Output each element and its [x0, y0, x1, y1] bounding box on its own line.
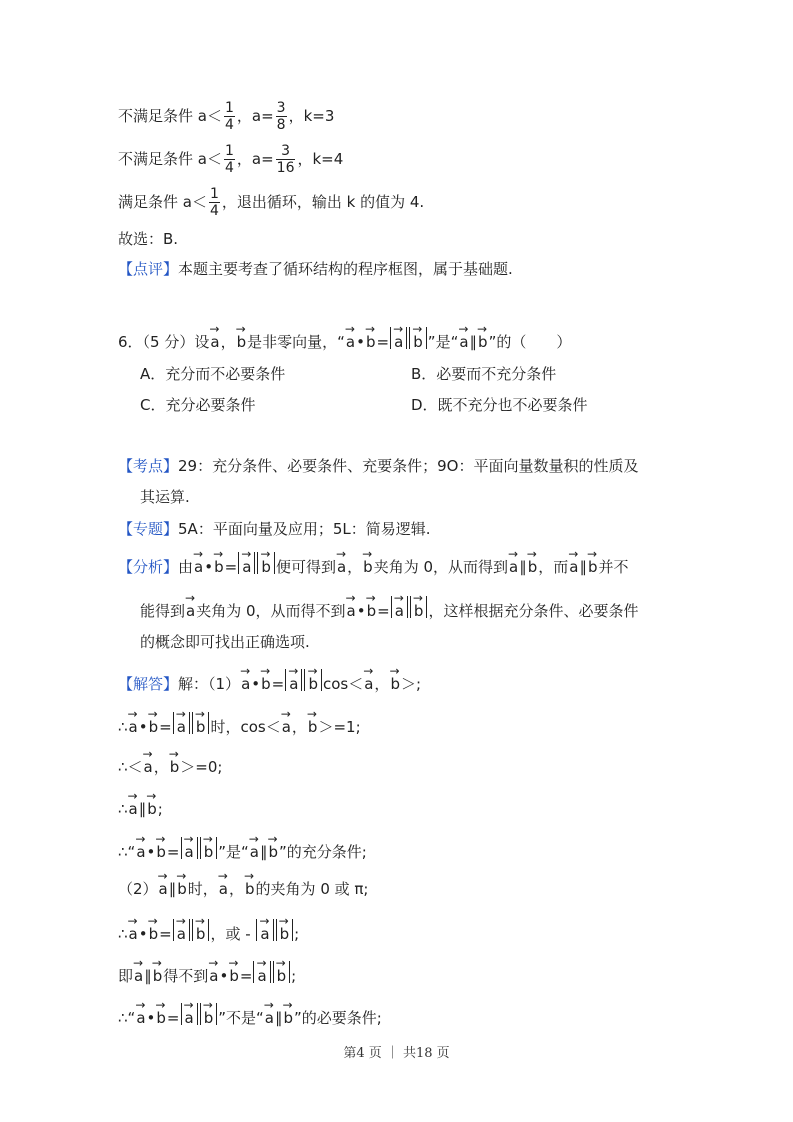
page-footer: 第4 页 ｜ 共18 页 — [343, 1046, 450, 1061]
text: 不满足条件 a＜ — [118, 150, 222, 168]
option-d: D．既不充分也不必要条件 — [411, 396, 588, 414]
text: ，a= — [236, 150, 274, 168]
jieda-step-4: ∴→ a∥→ b; — [118, 796, 163, 819]
vector-b: → b — [366, 329, 376, 349]
jieda-step-3: ∴＜→ a，→ b＞=0; — [118, 754, 222, 777]
option-a: A．充分而不必要条件 — [140, 365, 286, 383]
text: ，a= — [236, 107, 274, 125]
vector-a: → a — [210, 329, 219, 349]
fraction: $\frac{1}{4}$ — [224, 100, 234, 133]
vector-a: → a — [346, 329, 355, 349]
option-b: B．必要而不充分条件 — [411, 365, 557, 383]
answer-choice-line — [118, 229, 178, 249]
vector-b: → b — [478, 329, 488, 349]
question-stem: 6．（5 分）设→ a，→ b是非零向量，“→ a•→ b=→ a→ b ”是“→ a∥→ b”的（ ） — [118, 327, 571, 352]
jieda-step-5: ∴“→ a•→ b=→ a→ b ”是“→ a∥→ b”的充分条件; — [118, 837, 367, 862]
solution-line-1 — [118, 100, 334, 133]
text: 满足条件 a＜ — [118, 193, 207, 211]
fraction: $\frac{1}{4}$ — [224, 143, 234, 176]
vector-a: → a — [459, 329, 468, 349]
solution-line-3 — [118, 186, 424, 219]
zhuanti-tag: 【专题】 — [118, 520, 179, 538]
text: ，退出循环，输出 k 的值为 4. — [221, 193, 425, 211]
fenxi-line-2: 能得到→ a夹角为 0，从而得不到→ a•→ b=→ a→ b ，这样根据充分条件、必要条件 — [140, 596, 638, 621]
fraction: $\frac{3}{8}$ — [276, 100, 286, 133]
jieda-step-2: ∴→ a•→ b=→ a→ b 时，cos＜→ a，→ b＞=1; — [118, 712, 361, 737]
text: ，k=3 — [288, 107, 335, 125]
fraction: $\frac{1}{4}$ — [209, 186, 219, 219]
fenxi-line-1: 【分析】由→ a•→ b=→ a→ b 便可得到→ a，→ b夹角为 0，从而得到→ a∥→ b，而→ a∥→ b并不 — [118, 552, 629, 577]
text: 故选：B. — [118, 230, 179, 248]
jieda-step-7: ∴→ a•→ b=→ a→ b ，或 - → a→ b ; — [118, 919, 299, 944]
jieda-step-9: ∴“→ a•→ b=→ a→ b ”不是“→ a∥→ b”的必要条件; — [118, 1003, 382, 1028]
kaodian-line-1: 【考点】29：充分条件、必要条件、充要条件；9O：平面向量数量积的性质及 — [118, 457, 639, 475]
abs-b: → b — [409, 327, 427, 349]
jieda-step-8: 即→ a∥→ b得不到→ a•→ b=→ a→ b ; — [118, 961, 296, 986]
jieda-step-1: 【解答】解：（1）→ a•→ b=→ a→ b cos＜→ a，→ b＞; — [118, 669, 421, 694]
kaodian-tag: 【考点】 — [118, 457, 179, 475]
option-c: C．充分必要条件 — [140, 396, 256, 414]
fenxi-line-3: 的概念即可找出正确选项. — [140, 633, 310, 651]
solution-line-2 — [118, 143, 343, 176]
fenxi-tag: 【分析】 — [118, 558, 179, 576]
zhuanti-line: 【专题】5A：平面向量及应用；5L：简易逻辑. — [118, 520, 431, 538]
text: 不满足条件 a＜ — [118, 107, 222, 125]
kaodian-line-2: 其运算. — [140, 488, 190, 506]
text: 本题主要考查了循环结构的程序框图，属于基础题. — [178, 260, 513, 278]
comment-line — [118, 259, 513, 279]
jieda-tag: 【解答】 — [118, 675, 179, 693]
abs-a: → a — [390, 327, 407, 349]
fraction: $\frac{3}{16}$ — [276, 143, 295, 176]
jieda-step-6: （2）→ a∥→ b时，→ a，→ b的夹角为 0 或 π; — [118, 876, 368, 899]
vector-b: → b — [237, 329, 247, 349]
text: ，k=4 — [297, 150, 344, 168]
comment-tag: 【点评】 — [118, 260, 179, 278]
